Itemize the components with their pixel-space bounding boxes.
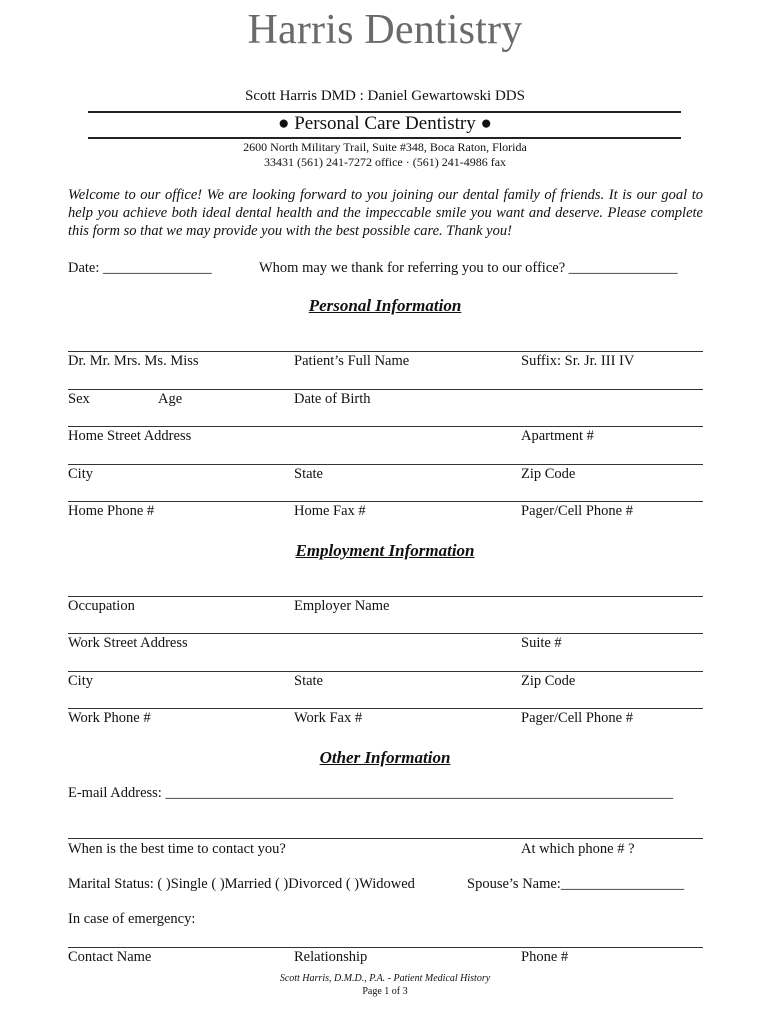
dob-label: Date of Birth [294, 391, 371, 407]
state-label: State [294, 466, 323, 482]
work-fax-label: Work Fax # [294, 710, 363, 726]
address-line-1: 2600 North Military Trail, Suite #348, Boca Raton, Florida [243, 140, 527, 154]
form-line [68, 464, 703, 465]
suffix-label: Suffix: Sr. Jr. III IV [521, 353, 635, 369]
title-label: Dr. Mr. Mrs. Ms. Miss [68, 353, 199, 369]
work-city-label: City [68, 673, 93, 689]
header-bottom-rule [88, 137, 681, 139]
home-phone-label: Home Phone # [68, 503, 155, 519]
contact-name-label: Contact Name [68, 949, 152, 965]
full-name-label: Patient’s Full Name [294, 353, 410, 369]
emergency-label: In case of emergency: [68, 911, 196, 927]
other-info-heading: Other Information [319, 748, 451, 767]
pager-label: Pager/Cell Phone # [521, 503, 633, 519]
welcome-paragraph: Welcome to our office! We are looking forward to you joining our dental family of friends. It is our goal to help you achieve both ideal dental health and the impeccable smile you want and deserve. Please complete this form so that we may provide you with the best possible care. Thank you! [68, 187, 703, 239]
spouse-name-field[interactable]: Spouse’s Name:_________________ [467, 876, 685, 892]
footer-title: Scott Harris, D.M.D., P.A. - Patient Medical History [279, 973, 491, 984]
form-line [68, 633, 703, 634]
emergency-phone-label: Phone # [521, 949, 569, 965]
work-phone-label: Work Phone # [68, 710, 151, 726]
work-address-label: Work Street Address [68, 635, 188, 651]
referral-field[interactable]: Whom may we thank for referring you to our office? _______________ [259, 260, 678, 276]
contact-time-label: When is the best time to contact you? [68, 841, 286, 857]
form-line [68, 671, 703, 672]
form-line [68, 426, 703, 427]
suite-label: Suite # [521, 635, 562, 651]
form-line [68, 838, 703, 839]
form-line [68, 596, 703, 597]
age-label: Age [158, 391, 183, 407]
employer-label: Employer Name [294, 598, 390, 614]
form-line [68, 351, 703, 352]
form-line [68, 389, 703, 390]
form-line [68, 501, 703, 502]
city-label: City [68, 466, 93, 482]
home-address-label: Home Street Address [68, 428, 192, 444]
form-line [68, 708, 703, 709]
work-state-label: State [294, 673, 323, 689]
marital-status-field[interactable]: Marital Status: ( )Single ( )Married ( )Divorced ( )Widowed [68, 876, 415, 892]
sex-label: Sex [68, 391, 90, 407]
date-field[interactable]: Date: _______________ [68, 260, 212, 276]
practice-title: Harris Dentistry [247, 7, 523, 53]
which-phone-label: At which phone # ? [521, 841, 635, 857]
address-line-2: 33431 (561) 241-7272 office · (561) 241-4986 fax [263, 155, 507, 169]
work-pager-label: Pager/Cell Phone # [521, 710, 633, 726]
occupation-label: Occupation [68, 598, 135, 614]
work-zip-label: Zip Code [521, 673, 576, 689]
employment-info-heading: Employment Information [295, 541, 475, 560]
email-field[interactable]: E-mail Address: ______________________________________________________________________ [68, 785, 673, 801]
home-fax-label: Home Fax # [294, 503, 366, 519]
form-line [68, 947, 703, 948]
apartment-label: Apartment # [521, 428, 594, 444]
page-number: Page 1 of 3 [362, 986, 408, 997]
doctors-line: Scott Harris DMD : Daniel Gewartowski DDS [245, 88, 525, 104]
zip-label: Zip Code [521, 466, 576, 482]
personal-info-heading: Personal Information [308, 296, 462, 315]
motto: ● Personal Care Dentistry ● [278, 113, 492, 134]
relationship-label: Relationship [294, 949, 368, 965]
